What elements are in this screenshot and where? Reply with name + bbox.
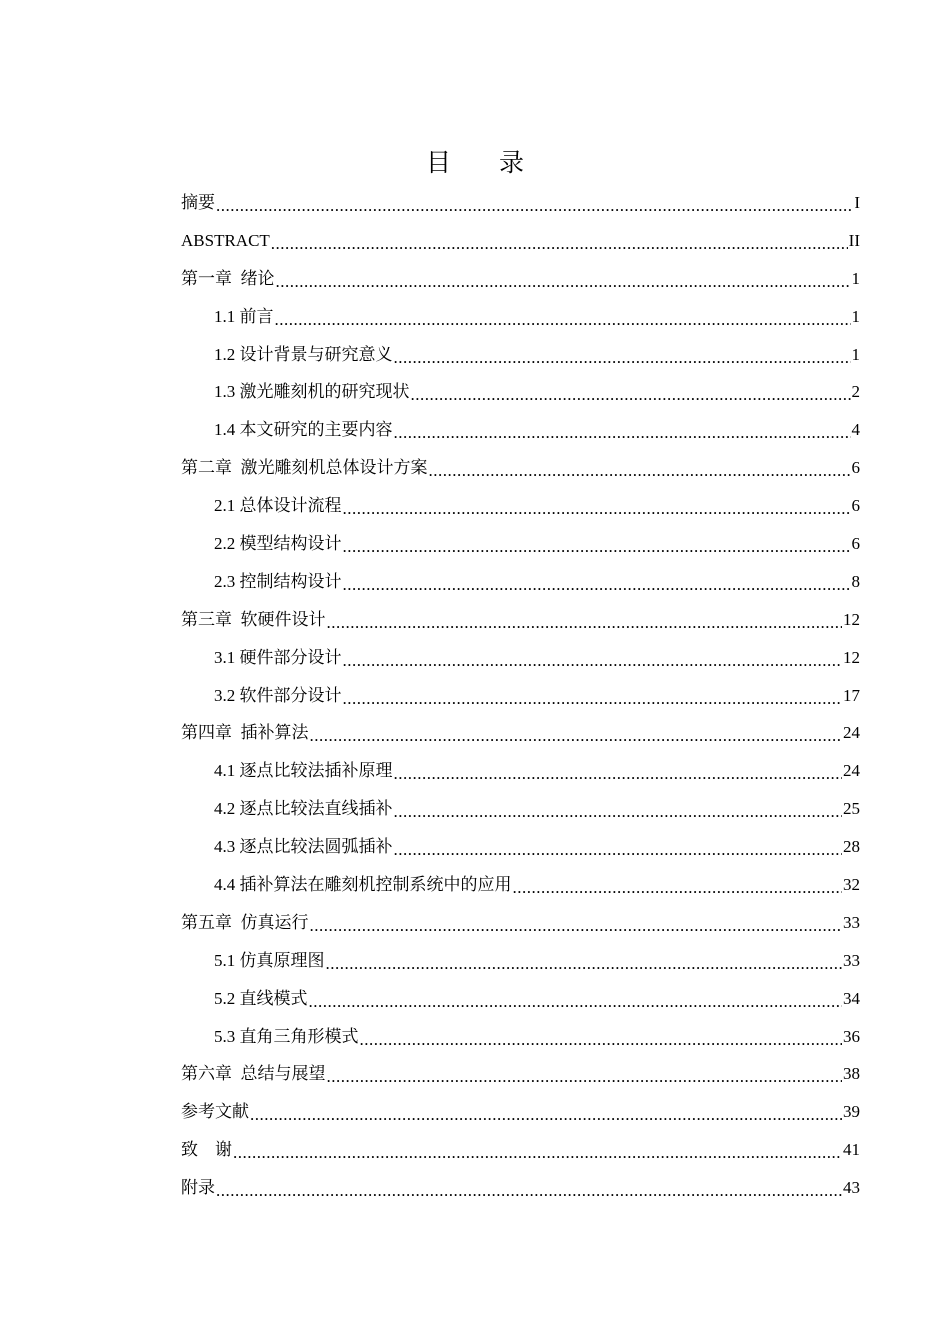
toc-dot-leader — [343, 537, 851, 557]
toc-entry-page-number: 12 — [843, 609, 860, 629]
toc-entry[interactable] — [181, 1093, 860, 1131]
toc-dot-leader — [394, 802, 843, 822]
toc-entry-label: 3.2 软件部分设计 — [214, 685, 342, 705]
toc-entry-page-number: 6 — [851, 533, 860, 553]
toc-entry-page-number: 24 — [843, 723, 860, 743]
toc-dot-leader — [276, 272, 851, 292]
toc-entry-label: 4.3 逐点比较法圆弧插补 — [214, 837, 393, 857]
toc-title-char-1: 目 — [425, 150, 451, 177]
toc-dot-leader — [360, 1030, 843, 1050]
toc-entry-page-number: 25 — [843, 799, 860, 819]
toc-dot-leader — [310, 726, 843, 746]
toc-entry-page-number: 41 — [843, 1140, 860, 1160]
toc-entry[interactable] — [181, 298, 860, 336]
toc-dot-leader — [411, 385, 851, 405]
toc-entry-label: 2.2 模型结构设计 — [214, 533, 342, 553]
toc-entry[interactable] — [181, 1055, 860, 1093]
toc-entry-label: 5.1 仿真原理图 — [214, 950, 325, 970]
toc-dot-leader — [513, 878, 843, 898]
toc-dot-leader — [394, 423, 851, 443]
toc-entry-label: 5.2 直线模式 — [214, 988, 308, 1008]
toc-entry[interactable] — [181, 828, 860, 866]
toc-entry-label: 第五章 仿真运行 — [181, 912, 309, 932]
toc-dot-leader — [327, 1067, 843, 1087]
toc-entry-page-number: 43 — [843, 1178, 860, 1198]
toc-entry-page-number: 39 — [843, 1102, 860, 1122]
toc-entry-page-number: 33 — [843, 912, 860, 932]
toc-dot-leader — [216, 1181, 842, 1201]
toc-entry-label: 3.1 硬件部分设计 — [214, 647, 342, 667]
toc-dot-leader — [250, 1105, 842, 1125]
toc-entry[interactable] — [181, 260, 860, 298]
toc-entry-label: 1.1 前言 — [214, 306, 274, 326]
toc-entry-label: 第四章 插补算法 — [181, 723, 309, 743]
toc-entry-label: 第三章 软硬件设计 — [181, 609, 326, 629]
toc-dot-leader — [394, 764, 843, 784]
toc-entry-page-number: 12 — [843, 647, 860, 667]
toc-dot-leader — [394, 348, 851, 368]
toc-entry-page-number: 38 — [843, 1064, 860, 1084]
toc-entry[interactable] — [181, 411, 860, 449]
toc-dot-leader — [327, 613, 843, 633]
toc-dot-leader — [343, 651, 843, 671]
toc-entry-label: 1.4 本文研究的主要内容 — [214, 420, 393, 440]
toc-dot-leader — [343, 575, 851, 595]
toc-entry-label: 摘要 — [181, 192, 215, 212]
toc-entry[interactable] — [181, 752, 860, 790]
toc-dot-leader — [343, 689, 843, 709]
toc-entry[interactable] — [181, 373, 860, 411]
toc-entry-page-number: 4 — [851, 420, 860, 440]
toc-dot-leader — [326, 954, 843, 974]
toc-entry-label: 1.2 设计背景与研究意义 — [214, 344, 393, 364]
toc-entry[interactable] — [181, 1018, 860, 1056]
toc-entry-label: 第六章 总结与展望 — [181, 1064, 326, 1084]
toc-dot-leader — [310, 916, 843, 936]
toc-entry[interactable] — [181, 449, 860, 487]
toc-entry-page-number: 17 — [843, 685, 860, 705]
toc-dot-leader — [216, 196, 853, 216]
toc-entry-label: 参考文献 — [181, 1102, 249, 1122]
toc-entry[interactable] — [181, 1169, 860, 1207]
toc-entry-page-number: 6 — [851, 458, 860, 478]
toc-entry-page-number: 8 — [851, 571, 860, 591]
toc-entry[interactable] — [181, 639, 860, 677]
toc-entry-label: 2.3 控制结构设计 — [214, 571, 342, 591]
toc-entry-page-number: 6 — [851, 496, 860, 516]
toc-entry-page-number: 28 — [843, 837, 860, 857]
toc-dot-leader — [309, 992, 843, 1012]
table-of-contents — [181, 184, 860, 1207]
toc-dot-leader — [233, 1143, 842, 1163]
toc-entry[interactable] — [181, 487, 860, 525]
toc-entry[interactable] — [181, 790, 860, 828]
toc-entry-label: 第一章 绪论 — [181, 268, 275, 288]
toc-entry-page-number: 1 — [851, 306, 860, 326]
toc-entry-label: 5.3 直角三角形模式 — [214, 1026, 359, 1046]
toc-entry-page-number: 32 — [843, 874, 860, 894]
toc-entry-label: 2.1 总体设计流程 — [214, 496, 342, 516]
toc-entry[interactable] — [181, 677, 860, 715]
toc-dot-leader — [275, 310, 851, 330]
toc-entry[interactable] — [181, 601, 860, 639]
toc-dot-leader — [429, 461, 851, 481]
toc-entry-page-number: 33 — [843, 950, 860, 970]
toc-entry[interactable] — [181, 866, 860, 904]
toc-entry[interactable] — [181, 222, 860, 260]
toc-entry[interactable] — [181, 525, 860, 563]
toc-entry[interactable] — [181, 336, 860, 374]
toc-entry-page-number: 24 — [843, 761, 860, 781]
toc-entry-page-number: 1 — [851, 344, 860, 364]
toc-entry-page-number: I — [854, 192, 860, 212]
toc-entry-label: 4.2 逐点比较法直线插补 — [214, 799, 393, 819]
toc-entry[interactable] — [181, 184, 860, 222]
toc-entry-label: 1.3 激光雕刻机的研究现状 — [214, 382, 410, 402]
toc-title-char-2: 录 — [499, 150, 525, 177]
toc-dot-leader — [394, 840, 843, 860]
toc-title — [0, 148, 950, 180]
toc-entry-label: 4.4 插补算法在雕刻机控制系统中的应用 — [214, 874, 512, 894]
toc-entry-page-number: 36 — [843, 1026, 860, 1046]
toc-entry[interactable] — [181, 904, 860, 942]
toc-entry[interactable] — [181, 980, 860, 1018]
toc-entry[interactable] — [181, 714, 860, 752]
toc-entry[interactable] — [181, 563, 860, 601]
toc-entry-page-number: 1 — [851, 268, 860, 288]
toc-entry-label: ABSTRACT — [181, 230, 270, 250]
toc-entry-label: 4.1 逐点比较法插补原理 — [214, 761, 393, 781]
toc-entry[interactable] — [181, 1131, 860, 1169]
toc-dot-leader — [271, 234, 848, 254]
toc-entry-label: 致 谢 — [181, 1140, 232, 1160]
toc-entry-page-number: II — [848, 230, 860, 250]
toc-entry-label: 附录 — [181, 1178, 215, 1198]
toc-dot-leader — [343, 499, 851, 519]
toc-entry[interactable] — [181, 942, 860, 980]
toc-entry-page-number: 2 — [851, 382, 860, 402]
toc-entry-label: 第二章 激光雕刻机总体设计方案 — [181, 458, 428, 478]
toc-entry-page-number: 34 — [843, 988, 860, 1008]
